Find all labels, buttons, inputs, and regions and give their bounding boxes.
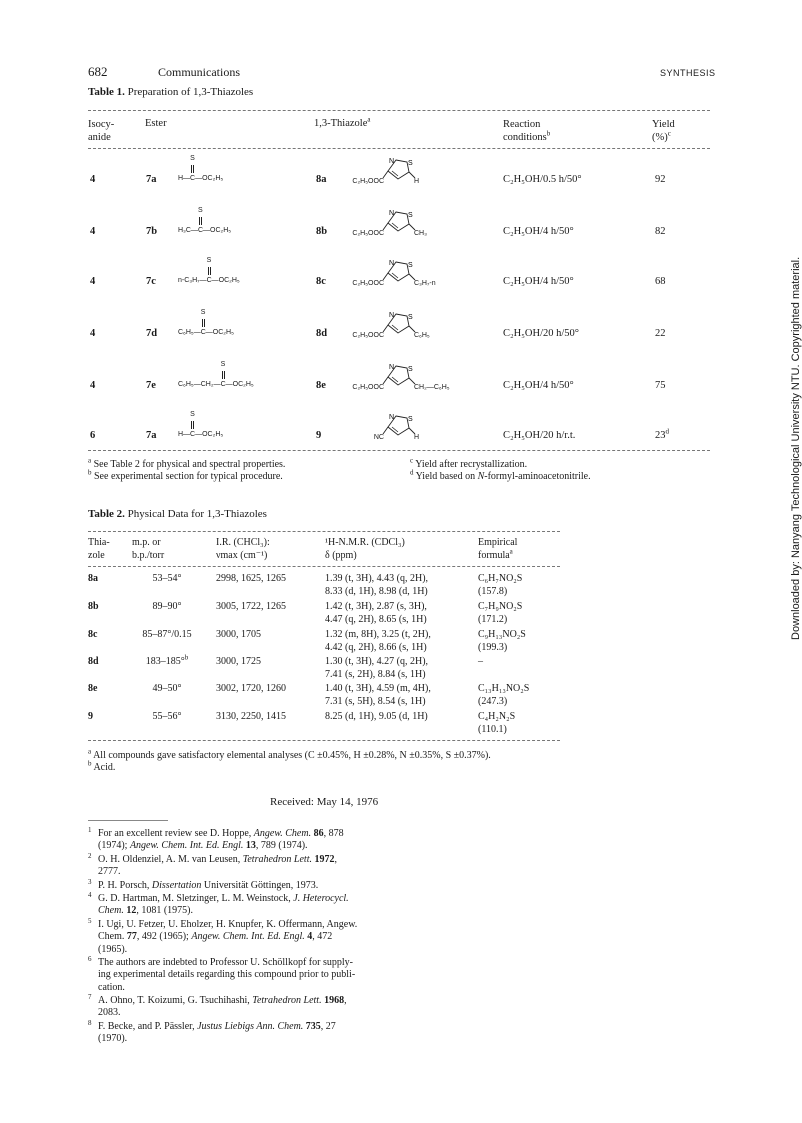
table1-cell-thiazole-id: 8b [316, 226, 328, 237]
table1-ester-formula: H₃C—C—OC₂H₅ [178, 227, 232, 234]
table2-cell-ir: 3000, 1725 [216, 656, 261, 667]
table2-mp-value: 49–50° [152, 683, 182, 694]
table1-cell-yield [655, 226, 666, 237]
reference-text: , [334, 854, 337, 865]
t1-h-yield-1: Yield [652, 119, 675, 130]
reference-text: 2777. [98, 866, 121, 878]
reference-line [88, 995, 388, 1007]
table2-cell-formula [478, 656, 483, 669]
table2-nmr-line: 4.42 (q, 2H), 8.66 (s, 1H) [325, 641, 427, 653]
reference-item: 7 A. Ohno, T. Koizumi, G. Tsuchihashi, Tetrahedron Lett. 1968, 2083. [88, 995, 388, 1020]
table1-thiazole-right-substituent: H [414, 178, 420, 185]
thiazole-n-label: N [389, 260, 395, 267]
table1-bottom-rule [88, 450, 710, 451]
t1-fn-d-post: -formyl-aminoacetonitrile. [484, 471, 591, 482]
reference-text: Justus Liebigs Ann. Chem. [197, 1021, 304, 1032]
table2-caption [88, 508, 267, 520]
reference-text: (1970). [98, 1033, 128, 1045]
table2-formula-line: (247.3) [478, 695, 508, 707]
table2-nmr-line: 1.42 (t, 3H), 2.87 (s, 3H), [325, 601, 427, 612]
table1-thiazole-left-substituent: C₂H₅OOC [352, 280, 384, 287]
t2-fn-b-mark: b [88, 759, 92, 768]
thiazole-s-label: S [408, 416, 413, 423]
t2-h-c5-sup: a [509, 547, 513, 556]
t2-h-c4-2: δ (ppm) [325, 549, 357, 561]
table1-cell-thiazole-id: 8c [316, 276, 326, 287]
table1-footnote-d [410, 468, 591, 483]
table1-caption [88, 86, 253, 98]
table1-ester-formula: C₆H₅—C—OC₂H₅ [178, 329, 234, 336]
t1-h-iso-2: anide [88, 132, 111, 143]
thiazole-s-label: S [408, 262, 413, 269]
table2-cell-mp [132, 601, 202, 614]
reference-text: Angew. Chem. Int. Ed. Engl. [129, 840, 244, 852]
table1-yield-value: 75 [655, 380, 666, 391]
table1-ester-formula: n-C₃H₇—C—OC₂H₅ [178, 277, 240, 284]
table1-cell-conditions: C₂H₅OH/20 h/r.t. [503, 430, 576, 441]
table2-nmr-line: 4.47 (q, 2H), 8.65 (s, 1H) [325, 613, 427, 625]
table1-cell-conditions: C₂H₅OH/4 h/50° [503, 276, 574, 287]
table2-cell-id: 9 [88, 711, 93, 722]
reference-text: 4 [307, 931, 313, 943]
table2-mp-value: 89–90° [152, 601, 182, 612]
table1-cell-thiazole-id: 8e [316, 380, 326, 391]
table1-cell-isocyanide: 4 [90, 174, 96, 185]
table1-cell-yield [655, 380, 666, 391]
table1-thiazole-ring-icon [352, 410, 472, 450]
reference-text: 77 [126, 931, 137, 943]
table1-yield-value: 23 [655, 430, 666, 441]
reference-line [88, 957, 388, 969]
t1-fn-d-ital: N [477, 471, 485, 482]
table2-formula-line: C₆H₇NO₂S [478, 573, 523, 584]
reference-text: , 878 [323, 828, 344, 839]
table1-cell-conditions: C₂H₅OH/0.5 h/50° [503, 174, 582, 185]
table2-cell-formula [478, 711, 515, 736]
table2-mp-sup: b [184, 653, 189, 662]
thiazole-left-bond [383, 427, 388, 434]
reference-item: 4 G. D. Hartman, M. Sletzinger, L. M. Weinstock, J. Heterocycl. Chem. 12, 1081 (1975). [88, 893, 388, 918]
reference-line [88, 969, 388, 981]
reference-line [88, 1021, 388, 1033]
table1-caption-label: Table 1. [88, 86, 125, 98]
reference-line [88, 905, 388, 917]
table2-cell-id: 8b [88, 601, 99, 612]
t2-h-c1-2: zole [88, 549, 105, 561]
table2-caption-label: Table 2. [88, 508, 125, 520]
table2-formula-line: – [478, 656, 483, 667]
table1-cell-thiazole-id: 8a [316, 174, 327, 185]
t1-fn-a-mark: a [88, 456, 92, 465]
table2-cell-id: 8d [88, 656, 99, 667]
thiazole-n-label: N [389, 414, 395, 421]
t1-h-yield-2-text: (%) [652, 132, 668, 143]
table1-cell-thiazole-id: 9 [316, 430, 322, 441]
thiazole-s-label: S [408, 212, 413, 219]
reference-line [88, 982, 388, 994]
t1-fn-c-mark: c [410, 456, 414, 465]
thiazole-s-label: S [408, 160, 413, 167]
thiazole-n-label: N [389, 364, 395, 371]
received-date: Received: May 14, 1976 [270, 796, 379, 808]
reference-item: 1 For an excellent review see D. Hoppe, Angew. Chem. 86, 878 (1974); Angew. Chem. Int. Ed. Engl. 13, 789 (1974). [88, 828, 388, 853]
table1-thiazole-ring-icon [352, 206, 472, 246]
table2-header-c5 [478, 537, 517, 562]
t1-fn-a-text: See Table 2 for physical and spectral properties. [93, 459, 286, 470]
table2-cell-nmr [325, 601, 427, 626]
table2-cell-nmr [325, 573, 428, 598]
ester-sulfur-label: S [206, 257, 212, 264]
table1-thiazole-ring-icon [352, 360, 472, 400]
reference-text: Chem. [98, 931, 127, 943]
table2-mp-value: 85–87°/0.15 [142, 629, 192, 640]
table1-cell-isocyanide: 4 [90, 380, 96, 391]
t2-h-c2-1: m.p. or [132, 537, 161, 548]
table2-cell-mp [132, 683, 202, 696]
t2-h-c2-2: b.p./torr [132, 549, 165, 561]
reference-text: G. D. Hartman, M. Sletzinger, L. M. Weinstock, [98, 893, 294, 904]
table1-yield-value: 92 [655, 174, 666, 185]
table1-yield-value: 22 [655, 328, 666, 339]
table1-ester-formula: H—C—OC₂H₅ [178, 175, 224, 182]
thiazole-left-bond [383, 171, 388, 178]
reference-text: Tetrahedron Lett. [252, 995, 322, 1006]
reference-line [88, 1007, 388, 1019]
reference-text: F. Becke, and P. Pässler, [98, 1021, 198, 1032]
table1-cell-yield [655, 328, 666, 339]
reference-text: P. H. Porsch, [98, 880, 152, 891]
ester-double-bond [222, 371, 225, 379]
reference-text: 1968 [324, 995, 345, 1006]
table2-bottom-rule [88, 740, 560, 741]
thiazole-n-label: N [389, 210, 395, 217]
table2-caption-text: Physical Data for 1,3-Thiazoles [127, 508, 267, 520]
t2-h-c5-2-text: formula [478, 549, 510, 561]
table1-cell-isocyanide: 4 [90, 276, 96, 287]
table1-thiazole-ring-icon [352, 308, 472, 348]
table2-cell-nmr [325, 711, 428, 724]
t1-h-thiazole-text: 1,3-Thiazole [314, 118, 368, 129]
table1-thiazole-right-substituent: CH₂—C₆H₅ [414, 384, 450, 391]
table2-cell-mp [132, 711, 202, 724]
ester-double-bond [208, 267, 211, 275]
reference-text: Tetrahedron Lett. [242, 854, 312, 865]
ester-sulfur-label: S [200, 309, 206, 316]
table2-cell-ir: 2998, 1625, 1265 [216, 573, 286, 584]
table1-cell-ester-id: 7c [146, 276, 156, 287]
reference-line [88, 880, 388, 892]
t2-h-c3-2: νmax (cm⁻¹) [216, 549, 268, 561]
table2-cell-mp [132, 653, 202, 669]
reference-text: 86 [313, 828, 324, 839]
t2-fn-b-text: Acid. [93, 762, 116, 773]
thiazole-n-label: N [389, 312, 395, 319]
journal-name: SYNTHESIS [660, 68, 716, 78]
reference-item: 3 P. H. Porsch, Dissertation Universität Göttingen, 1973. [88, 880, 388, 892]
ester-double-bond [191, 421, 194, 429]
reference-line [88, 828, 388, 840]
ester-double-bond [202, 319, 205, 327]
table2-cell-nmr [325, 683, 431, 708]
thiazole-s-label: S [408, 366, 413, 373]
reference-text: A. Ohno, T. Koizumi, G. Tsuchihashi, [98, 995, 253, 1006]
table1-cell-ester-id: 7b [146, 226, 158, 237]
ester-double-bond [191, 165, 194, 173]
reference-text: , 492 (1965); [136, 931, 192, 943]
reference-line [88, 893, 388, 905]
table1-thiazole-left-substituent: NC [373, 434, 384, 441]
table2-mp-value: 183–185° [145, 656, 185, 667]
table2-nmr-line: 1.30 (t, 3H), 4.27 (q, 2H), [325, 656, 429, 667]
table1-thiazole-ring-icon [352, 256, 472, 296]
table2-cell-nmr [325, 629, 431, 654]
thiazole-n-label: N [389, 158, 395, 165]
page-number: 682 [88, 64, 108, 79]
table1-cell-isocyanide: 4 [90, 328, 96, 339]
t1-h-thiazole-sup: a [367, 115, 371, 124]
reference-text: (1974); [98, 840, 130, 852]
table1-ester-structure [178, 410, 308, 450]
reference-text: The authors are indebted to Professor U. Schöllkopf for supply- [98, 957, 353, 968]
table2-formula-line: (171.2) [478, 613, 508, 625]
table1-cell-yield [655, 427, 669, 441]
table2-mp-value: 53–54° [152, 573, 182, 584]
table1-thiazole-left-substituent: C₂H₅OOC [352, 230, 384, 237]
table2-cell-formula [478, 683, 529, 708]
table1-cell-ester-id: 7a [146, 430, 157, 441]
table1-header-yield [652, 118, 675, 144]
table2-formula-line: C₁₃H₁₃NO₂S [478, 683, 530, 694]
table1-footnote-c [410, 456, 528, 471]
reference-item: 6 The authors are indebted to Professor U. Schöllkopf for supply- ing experimental details regarding this compound prior to publi- cation. [88, 957, 388, 994]
reference-line [88, 840, 388, 852]
references-separator [88, 820, 168, 821]
thiazole-left-bond [383, 325, 388, 332]
reference-text: O. H. Oldenziel, A. M. van Leusen, [98, 854, 243, 865]
table1-cell-conditions: C₂H₅OH/20 h/50° [503, 328, 579, 339]
reference-line [88, 919, 388, 931]
table2-cell-formula [478, 573, 522, 598]
t2-h-c5-2 [478, 547, 517, 563]
reference-text: 1972 [314, 854, 335, 865]
ester-sulfur-label: S [190, 411, 195, 418]
table2-formula-line: (199.3) [478, 641, 508, 653]
table1-yield-sup: d [665, 427, 669, 436]
ester-sulfur-label: S [190, 155, 195, 162]
table2-nmr-line: 7.31 (s, 5H), 8.54 (s, 1H) [325, 695, 426, 707]
ester-sulfur-label: S [220, 361, 226, 368]
t1-h-yield-sup: c [667, 129, 671, 138]
table2-nmr-line: 1.40 (t, 3H), 4.59 (m, 4H), [325, 683, 431, 694]
reference-text: J. Heterocycl. [293, 893, 349, 904]
ester-sulfur-label: S [197, 207, 203, 214]
reference-item: 8 F. Becke, and P. Pässler, Justus Liebigs Ann. Chem. 735, 27 (1970). [88, 1021, 388, 1046]
table1-ester-structure [178, 360, 308, 400]
table1-yield-value: 82 [655, 226, 666, 237]
section-title: Communications [158, 65, 240, 79]
table2-header-rule [88, 566, 560, 567]
thiazole-left-bond [383, 223, 388, 230]
table2-cell-ir: 3000, 1705 [216, 629, 261, 640]
t1-h-cond-2 [503, 131, 550, 144]
table1-footnote-b [88, 468, 283, 483]
t1-h-cond-1: Reaction [503, 119, 541, 130]
side-watermark: Downloaded by: Nanyang Technological University NTU. Copyrighted material. [790, 256, 802, 640]
reference-text: 2083. [98, 1007, 121, 1019]
reference-line [88, 866, 388, 878]
thiazole-left-bond [383, 377, 388, 384]
t1-fn-d-pre: Yield based on [415, 471, 478, 482]
t2-h-c5-1: Empirical [478, 537, 518, 548]
t1-h-iso-1: Isocy- [88, 119, 115, 130]
reference-text: Dissertation [151, 880, 202, 891]
table1-cell-isocyanide: 6 [90, 430, 96, 441]
table1-cell-ester-id: 7d [146, 328, 158, 339]
thiazole-left-bond [383, 273, 388, 280]
table2-cell-id: 8e [88, 683, 98, 694]
reference-text: 13 [245, 840, 256, 852]
reference-text: , [344, 995, 347, 1006]
table2-footnote-b [88, 759, 116, 774]
table1-header-rule [88, 148, 710, 149]
table1-ester-structure [178, 256, 308, 296]
reference-line [88, 854, 388, 866]
table1-ester-structure [178, 206, 308, 246]
t2-fn-a-mark: a [88, 747, 92, 756]
table2-cell-id: 8a [88, 573, 98, 584]
table1-ester-formula: C₆H₅—CH₂—C—OC₂H₅ [178, 381, 254, 388]
t2-h-c4-1: ¹H-N.M.R. (CDCl₃) [325, 537, 405, 548]
table2-formula-line: C₉H₁₃NO₂S [478, 629, 526, 640]
table2-cell-ir: 3005, 1722, 1265 [216, 601, 286, 612]
table1-footnote-a [88, 456, 286, 471]
table2-cell-formula [478, 629, 526, 654]
t1-h-cond-sup: b [546, 129, 551, 138]
reference-line [88, 931, 388, 943]
reference-text: , 1081 (1975). [136, 905, 194, 917]
t1-h-cond-2-text: conditions [503, 132, 547, 143]
table2-cell-mp [132, 573, 202, 586]
table1-header-thiazole [314, 115, 371, 129]
table2-cell-formula [478, 601, 522, 626]
reference-text: 12 [126, 905, 137, 917]
table1-top-rule [88, 110, 710, 111]
t1-fn-b-mark: b [88, 468, 92, 477]
t2-h-c1-1: Thia- [88, 537, 110, 548]
t2-fn-a-text: All compounds gave satisfactory elemental analyses (C ±0.45%, H ±0.28%, N ±0.35%, S ±0.37%). [93, 750, 491, 761]
reference-text: ing experimental details regarding this compound prior to publi- [98, 969, 356, 981]
table1-thiazole-left-substituent: C₂H₅OOC [352, 384, 384, 391]
table1-thiazole-left-substituent: C₂H₅OOC [352, 332, 384, 339]
reference-text: (1965). [98, 943, 128, 955]
table2-nmr-line: 8.25 (d, 1H), 9.05 (d, 1H) [325, 711, 428, 722]
table1-ester-structure [178, 308, 308, 348]
ester-double-bond [199, 217, 202, 225]
table1-cell-yield [655, 174, 666, 185]
table1-thiazole-left-substituent: C₂H₅OOC [352, 178, 384, 185]
thiazole-s-label: S [408, 314, 413, 321]
table1-header-isocyanide [88, 118, 114, 144]
table1-cell-conditions: C₂H₅OH/4 h/50° [503, 226, 574, 237]
table1-ester-formula: H—C—OC₂H₅ [178, 431, 224, 438]
table1-thiazole-ring-icon [352, 154, 472, 194]
reference-text: For an excellent review see D. Hoppe, [98, 828, 254, 839]
table2-formula-line: (110.1) [478, 723, 507, 735]
t1-fn-b-text: See experimental section for typical procedure. [94, 471, 283, 482]
table2-top-rule [88, 531, 560, 532]
table2-nmr-line: 1.39 (t, 3H), 4.43 (q, 2H), [325, 573, 429, 584]
table1-cell-thiazole-id: 8d [316, 328, 328, 339]
table2-nmr-line: 7.41 (s, 2H), 8.84 (s, 1H) [325, 668, 426, 680]
table1-cell-ester-id: 7a [146, 174, 157, 185]
reference-item: 2 O. H. Oldenziel, A. M. van Leusen, Tetrahedron Lett. 1972, 2777. [88, 854, 388, 879]
table1-thiazole-right-substituent: H [414, 434, 420, 441]
table1-thiazole-right-substituent: CH₃ [414, 230, 427, 237]
t1-fn-c-text: Yield after recrystallization. [415, 459, 528, 470]
table1-header-conditions [503, 118, 550, 144]
reference-item: 5 I. Ugi, U. Fetzer, U. Eholzer, H. Knupfer, K. Offermann, Angew. Chem. 77, 492 (1965); Angew. Chem. Int. Ed. Engl. 4, 472 (1965). [88, 919, 388, 956]
reference-text: , 27 [320, 1021, 336, 1032]
table2-nmr-line: 1.32 (m, 8H), 3.25 (t, 2H), [325, 629, 431, 640]
table2-header-c1 [88, 537, 110, 562]
reference-line [88, 944, 388, 956]
reference-text: Chem. [98, 905, 124, 917]
t1-fn-d-mark: d [410, 468, 414, 477]
table1-cell-isocyanide: 4 [90, 226, 96, 237]
table2-nmr-line: 8.33 (d, 1H), 8.98 (d, 1H) [325, 585, 428, 597]
reference-text: Angew. Chem. Int. Ed. Engl. [191, 931, 305, 943]
table2-formula-line: C₇H₉NO₂S [478, 601, 523, 612]
reference-text: I. Ugi, U. Fetzer, U. Eholzer, H. Knupfer, K. Offermann, Angew. [98, 919, 358, 930]
table2-formula-line: (157.8) [478, 585, 508, 597]
table2-cell-nmr [325, 656, 428, 681]
table2-header-c4 [325, 537, 405, 562]
reference-text: , 472 [312, 931, 333, 943]
table2-cell-mp [132, 629, 202, 642]
table1-ester-structure [178, 154, 308, 194]
reference-text: 735 [305, 1021, 321, 1032]
table1-header-ester: Ester [145, 118, 167, 129]
table1-caption-text: Preparation of 1,3-Thiazoles [127, 86, 254, 98]
table2-header-c2 [132, 537, 164, 562]
table1-cell-conditions: C₂H₅OH/4 h/50° [503, 380, 574, 391]
table2-cell-id: 8c [88, 629, 98, 640]
reference-line [88, 1033, 388, 1045]
table2-formula-line: C₄H₂N₂S [478, 711, 516, 722]
table2-cell-ir: 3002, 1720, 1260 [216, 683, 286, 694]
table2-footnote-a [88, 747, 491, 762]
t2-h-c3-1: I.R. (CHCl₃): [216, 537, 270, 548]
table1-cell-yield [655, 276, 666, 287]
reference-text: , 789 (1974). [255, 840, 308, 852]
table2-cell-ir: 3130, 2250, 1415 [216, 711, 286, 722]
table1-yield-value: 68 [655, 276, 666, 287]
table1-thiazole-right-substituent: C₃H₇-n [414, 280, 436, 287]
t1-h-yield-2 [652, 131, 675, 144]
table2-header-c3 [216, 537, 270, 562]
reference-text: cation. [98, 981, 125, 993]
reference-text: Angew. Chem. [253, 828, 312, 839]
reference-text: Universität Göttingen, 1973. [201, 880, 319, 891]
table1-thiazole-right-substituent: C₆H₅ [414, 332, 430, 339]
table2-mp-value: 55–56° [152, 711, 182, 722]
table1-cell-ester-id: 7e [146, 380, 156, 391]
